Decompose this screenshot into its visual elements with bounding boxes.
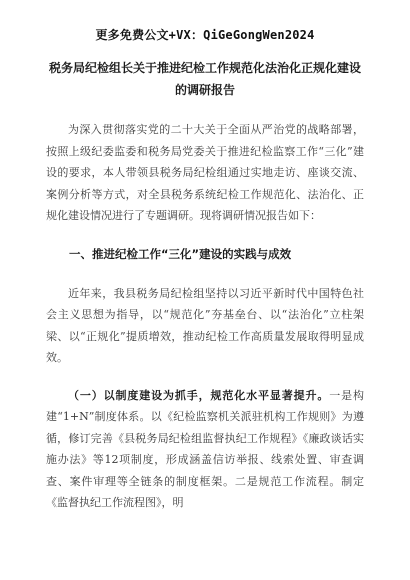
item1-body: 一是构建“1+N”制度体系。以《纪检监察机关派驻机构工作规则》为遵循，修订完善《县税务局纪检组监督执纪工作规程》《廉政谈话实施办法》等12项制度，形成涵盖信访举报、线索处置、审查调查、案件审理等全链条的制度框架。二是规范工作流程。制定《监督执纪工作流程图》，明 <box>46 388 364 509</box>
document-title: 税务局纪检组长关于推进纪检工作规范化法治化正规化建设的调研报告 <box>48 61 361 97</box>
section1-item1-paragraph <box>46 385 364 514</box>
section-heading-1: 一、推进纪检工作“三化”建设的实践与成效 <box>69 246 292 261</box>
promo-banner: 更多免费公文+VX：QiGeGongWen2024 <box>95 28 315 42</box>
item1-lead: （一）以制度建设为抓手，规范化水平显著提升。 <box>68 388 330 402</box>
intro-paragraph: 为深入贯彻落实党的二十大关于全面从严治党的战略部署，按照上级纪委监委和税务局党委关于推进纪检监察工作“三化”建设的要求，本人带领县税务局纪检组通过实地走访、座谈交流、案例分析等方式，对全县税务系统纪检工作规范化、法治化、正规化建设情况进行了专题调研。现将调研情况报告如下： <box>46 123 364 222</box>
section1-paragraph: 近年来，我县税务局纪检组坚持以习近平新时代中国特色社会主义思想为指导，以“规范化”夯基垒台、以“法治化”立柱架梁、以“正规化”提质增效，推动纪检工作高质量发展取得明显成效。 <box>46 286 364 364</box>
